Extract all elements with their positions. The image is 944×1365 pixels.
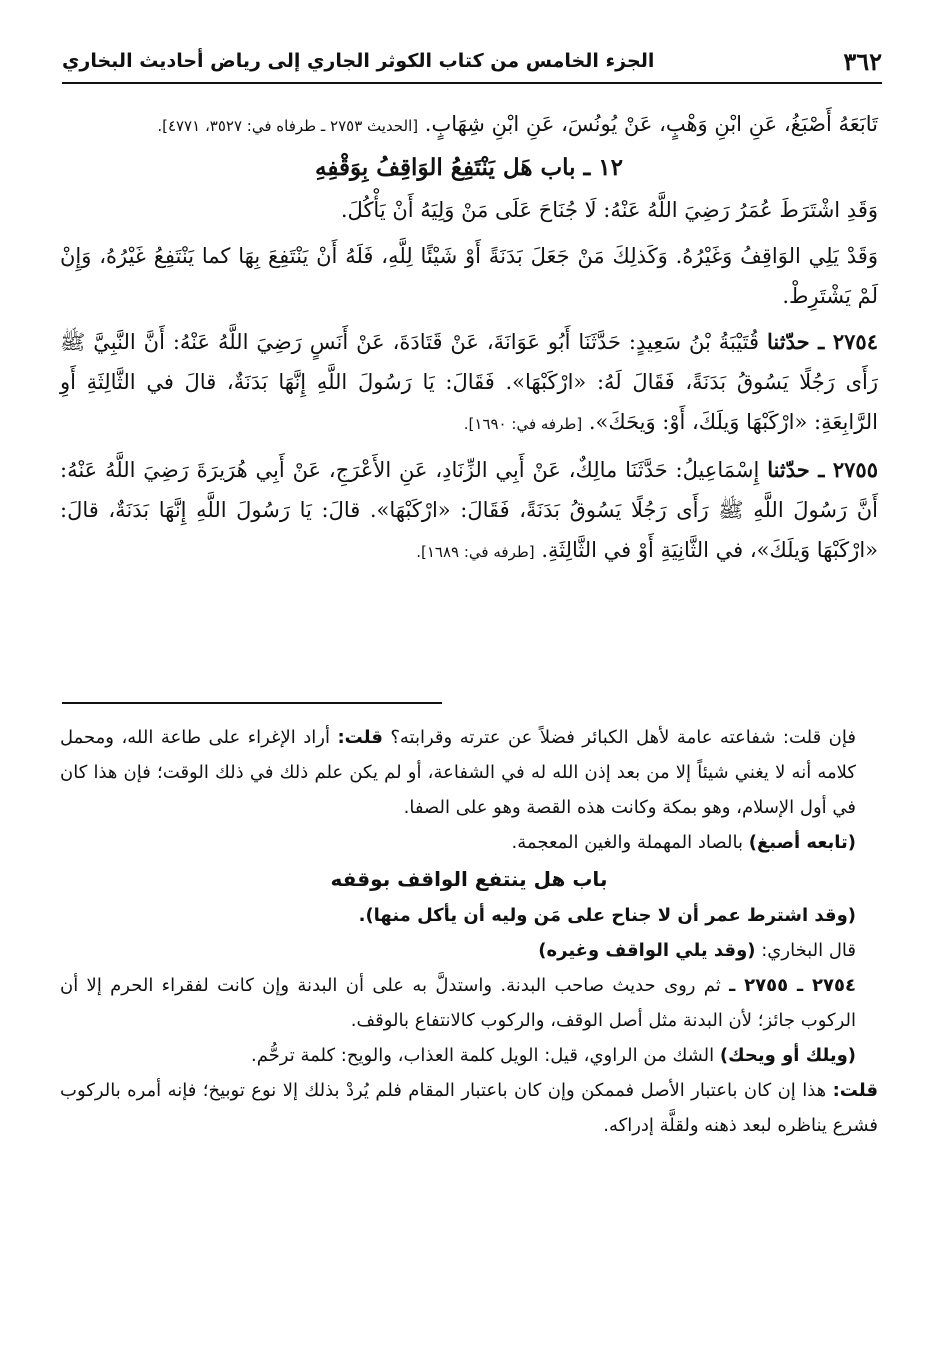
hadith-2754-label: ٢٧٥٤ ـ حدّثنا (767, 329, 878, 354)
umar-condition-paragraph: وَقَدِ اشْتَرَطَ عُمَرُ رَضِيَ اللَّهُ عَنْهُ: لَا جُنَاحَ عَلَى مَنْ وَلِيَهُ أَنْ يَأْكُلَ. (340, 198, 878, 222)
commentary-hadith-explanation: ثم روى حديث صاحب البدنة. واستدلَّ به على أن البدنة وإن كانت لفقراء الحرم إلا أن الركوب جائز؛ لأن البدنة مثل أصل الوقف، والركوب كالانتفاع بالوقف. (60, 975, 856, 1031)
commentary-chapter-heading: باب هل ينتفع الواقف بوقفه (330, 867, 608, 891)
hadith-2755-reference: [طرفه في: ١٦٨٩]. (416, 543, 535, 561)
hadith-2754-reference: [طرفه في: ١٦٩٠]. (463, 415, 583, 433)
footnote-divider (62, 702, 442, 704)
commentary-asbagh-text: بالصاد المهملة والغين المعجمة. (511, 832, 743, 853)
commentary-answer: أراد الإغراء على طاعة الله، ومحمل كلامه أنه لا يغني شيئاً إلا من بعد إذن الله له في الشفاعة، أو لم يكن علم ذلك في ذلك الوقت؛ فإن هذا كان في أول الإسلام، وهو بمكة وكانت هذه القصة وهو على الصفا. (60, 727, 856, 818)
commentary-hadith-numbers: ٢٧٥٤ ـ ٢٧٥٥ ـ (729, 975, 856, 996)
follow-up-paragraph (60, 104, 878, 146)
commentary-final (60, 1073, 878, 1143)
commentary-bukhari-quote: (وقد يلي الواقف وغيره) (538, 940, 756, 961)
commentary-wayl-text: الشك من الراوي، قيل: الويل كلمة العذاب، والويح: كلمة ترحُّم. (250, 1045, 715, 1066)
hadith-2755-label: ٢٧٥٥ ـ حدّثنا (767, 457, 878, 482)
commentary-final-text: هذا إن كان باعتبار الأصل فممكن وإن كان باعتبار المقام فلم يُردْ بذلك إلا نوع توبيخ؛ فإنه أمره بالركوب فشرع يناظره لبعد ذهنه ولقلَّة إدراكه. (60, 1080, 878, 1136)
waqif-paragraph: وَقَدْ يَلِي الوَاقِفُ وَغَيْرُهُ. وَكَذلِكَ مَنْ جَعَلَ بَدَنَةً أَوْ شَيْئًا لِلَّهِ، فَلَهُ أَنْ يَنْتَفِعَ بِهَا كما يَنْتَفِعُ غَيْرُهُ، وَإِنْ لَمْ يَشْتَرِطْ. (60, 244, 878, 308)
commentary-asbagh-term: (تابعه أصبغ) (748, 832, 856, 853)
commentary-final-label: قلت: (832, 1080, 878, 1101)
chapter-title: ١٢ ـ باب هَل يَنْتَفِعُ الوَاقِفُ بِوَقْفِهِ (315, 154, 623, 181)
hadith-cross-reference: [الحديث ٢٧٥٣ ـ طرفاه في: ٣٥٢٧، ٤٧٧١]. (157, 117, 419, 135)
hadith-2755-text: إِسْمَاعِيلُ: حَدَّثَنَا مالِكٌ، عَنْ أَبِي الزِّنَادِ، عَنِ الأَعْرَجِ، عَنْ أَبِي هُرَيرَةَ رَضِيَ اللَّهُ عَنْهُ: أَنَّ رَسُولَ اللَّهِ ﷺ رَأَى رَجُلًا يَسُوقُ بَدَنَةً، فَقَالَ: «ارْكَبْهَا». قالَ: يَا رَسُولَ اللَّهِ إِنَّهَا بَدَنَةٌ، قالَ: «ارْكَبْهَا وَيلَكَ»، في الثَّانِيَةِ أَوْ في الثَّالِثَةِ. (60, 458, 878, 562)
follow-up-text: تَابَعَهُ أَصْبَغُ، عَنِ ابْنِ وَهْبٍ، عَنْ يُونُسَ، عَنِ ابْنِ شِهَابٍ. (424, 112, 878, 136)
commentary-question: فإن قلت: شفاعته عامة لأهل الكبائر فضلاً عن عترته وقرابته؟ (390, 727, 856, 748)
commentary-bukhari-label: قال البخاري: (761, 940, 856, 961)
commentary-umar-quote: (وقد اشترط عمر أن لا جناح على مَن وليه أن يأكل منها). (358, 905, 856, 926)
hadith-2754 (60, 322, 878, 444)
commentary-hadith-2754-2755 (60, 968, 878, 1038)
commentary-intercession (60, 720, 878, 825)
page-header (62, 40, 882, 84)
running-title: الجزء الخامس من كتاب الكوثر الجاري إلى رياض أحاديث البخاري (62, 50, 655, 72)
commentary-asbagh (60, 825, 878, 860)
main-text (60, 104, 878, 572)
hadith-2755 (60, 450, 878, 572)
hadith-2754-text: قُتَيْبَةُ بْنُ سَعِيدٍ: حَدَّثَنَا أَبُو عَوَانَةَ، عَنْ قَتَادَةَ، عَنْ أَنَسٍ رَضِيَ اللَّهُ عَنْهُ: أَنَّ النَّبِيَّ ﷺ رَأَى رَجُلًا يَسُوقُ بَدَنَةً، فَقَالَ لَهُ: «ارْكَبْهَا». فَقَالَ: يَا رَسُولَ اللَّهِ إِنَّهَا بَدَنَةٌ، قالَ في الثَّالِثَةِ أَوِ الرَّابِعَةِ: «ارْكَبْهَا وَيلَكَ، أَوْ: وَيحَكَ». (60, 330, 878, 434)
commentary-wayl (60, 1038, 878, 1073)
page-number: ٣٦٢ (843, 46, 882, 76)
commentary-bukhari-said (60, 933, 878, 968)
commentary-wayl-term: (ويلك أو ويحك) (719, 1045, 856, 1066)
commentary-section (60, 720, 878, 1143)
commentary-answer-label: قلت: (337, 727, 383, 748)
